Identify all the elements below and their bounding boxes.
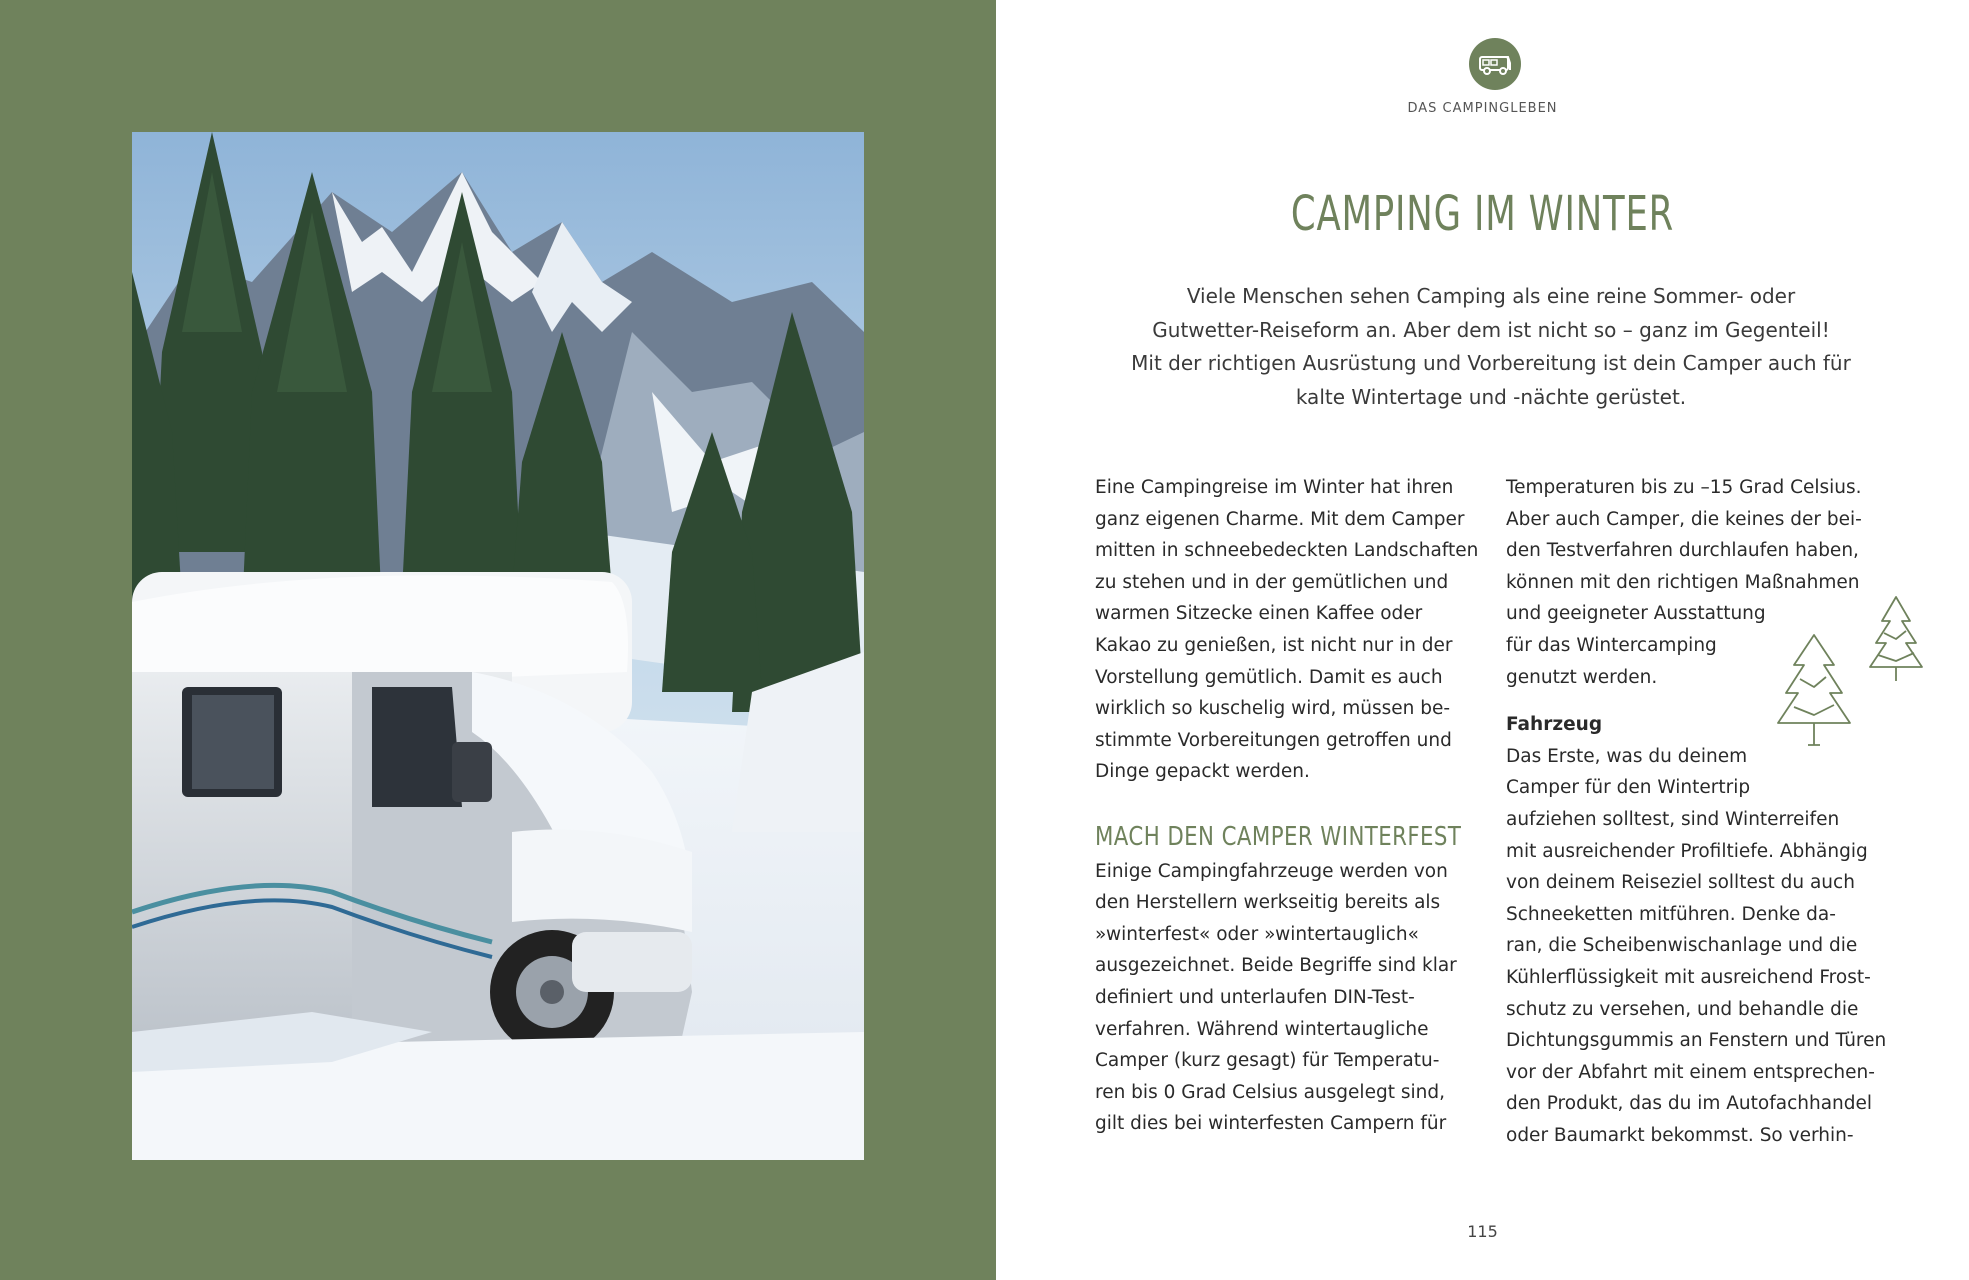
body-line: Dinge gepackt werden. <box>1095 761 1310 783</box>
body-line: zu stehen und in der gemütlichen und <box>1095 571 1449 593</box>
body-line: Camper für den Wintertrip <box>1506 777 1751 799</box>
winter-camper-photo <box>132 132 864 1160</box>
body-line: oder Baumarkt bekommst. So verhin- <box>1506 1124 1854 1146</box>
intro-paragraph <box>1096 280 1886 414</box>
pine-trees-illustration <box>1764 595 1944 769</box>
body-line: aufziehen solltest, sind Winterreifen <box>1506 808 1840 830</box>
body-line: Temperaturen bis zu –15 Grad Celsius. <box>1506 477 1862 498</box>
body-line: Kühlerflüssigkeit mit ausreichend Frost- <box>1506 966 1871 988</box>
body-line: genutzt werden. <box>1506 666 1658 688</box>
page-title: CAMPING IM WINTER <box>1290 186 1675 242</box>
body-line: ren bis 0 Grad Celsius ausgelegt sind, <box>1095 1081 1445 1103</box>
body-line: schutz zu versehen, und behandle die <box>1506 998 1859 1020</box>
body-line: den Testverfahren durchlaufen haben, <box>1506 540 1859 562</box>
body-line: den Produkt, das du im Autofachhandel <box>1506 1093 1873 1115</box>
intro-line: Mit der richtigen Ausrüstung und Vorbereitung ist dein Camper auch für <box>1131 351 1851 375</box>
body-line: Einige Campingfahrzeuge werden von <box>1095 860 1448 882</box>
body-line: Kakao zu genießen, ist nicht nur in der <box>1095 634 1453 656</box>
body-line: warmen Sitzecke einen Kaffee oder <box>1095 603 1423 625</box>
body-line: ran, die Scheibenwischanlage und die <box>1506 935 1858 957</box>
intro-line: Gutwetter-Reiseform an. Aber dem ist nicht so – ganz im Gegenteil! <box>1152 317 1830 342</box>
body-line: vor der Abfahrt mit einem entsprechen- <box>1506 1061 1875 1083</box>
body-line: den Herstellern werkseitig bereits als <box>1095 892 1441 914</box>
body-line: Das Erste, was du deinem <box>1506 745 1748 767</box>
body-line: verfahren. Während wintertaugliche <box>1095 1018 1429 1040</box>
section-label: DAS CAMPINGLEBEN <box>1407 101 1558 116</box>
body-line: ausgezeichnet. Beide Begriffe sind klar <box>1095 955 1457 977</box>
body-line: Aber auch Camper, die keines der bei- <box>1506 508 1862 530</box>
body-line: definiert und unterlaufen DIN-Test- <box>1095 986 1415 1008</box>
text-column-left <box>1095 472 1487 1140</box>
body-line: Schneeketten mitführen. Denke da- <box>1506 903 1836 925</box>
body-line: ganz eigenen Charme. Mit dem Camper <box>1095 508 1465 530</box>
body-line: wirklich so kuschelig wird, müssen be- <box>1095 698 1451 720</box>
camper-van-icon <box>1469 38 1521 90</box>
bold-heading: Fahrzeug <box>1506 714 1603 736</box>
body-line: Vorstellung gemütlich. Damit es auch <box>1095 666 1443 688</box>
body-line: Eine Campingreise im Winter hat ihren <box>1095 477 1454 498</box>
body-line: für das Wintercamping <box>1506 634 1717 656</box>
text-column-right <box>1506 472 1898 1151</box>
body-line: von deinem Reiseziel solltest du auch <box>1506 872 1855 894</box>
body-line: stimmte Vorbereitungen getroffen und <box>1095 729 1452 751</box>
body-line: können mit den richtigen Maßnahmen <box>1506 571 1860 593</box>
right-page <box>996 0 1969 1280</box>
intro-line: Viele Menschen sehen Camping als eine reine Sommer- oder <box>1186 284 1796 308</box>
body-line: »winterfest« oder »wintertauglich« <box>1095 923 1419 945</box>
subheading: MACH DEN CAMPER WINTERFEST <box>1095 821 1462 852</box>
body-line: und geeigneter Ausstattung <box>1506 603 1766 625</box>
body-line: mit ausreichender Profiltiefe. Abhängig <box>1506 840 1868 862</box>
body-line: Camper (kurz gesagt) für Temperatu- <box>1095 1050 1440 1072</box>
intro-line: kalte Wintertage und -nächte gerüstet. <box>1295 384 1687 409</box>
body-line: gilt dies bei winterfesten Campern für <box>1095 1113 1447 1135</box>
body-line: mitten in schneebedeckten Landschaften <box>1095 540 1479 562</box>
body-line: Dichtungsgummis an Fenstern und Türen <box>1506 1030 1887 1052</box>
page-number: 115 <box>1467 1222 1498 1241</box>
